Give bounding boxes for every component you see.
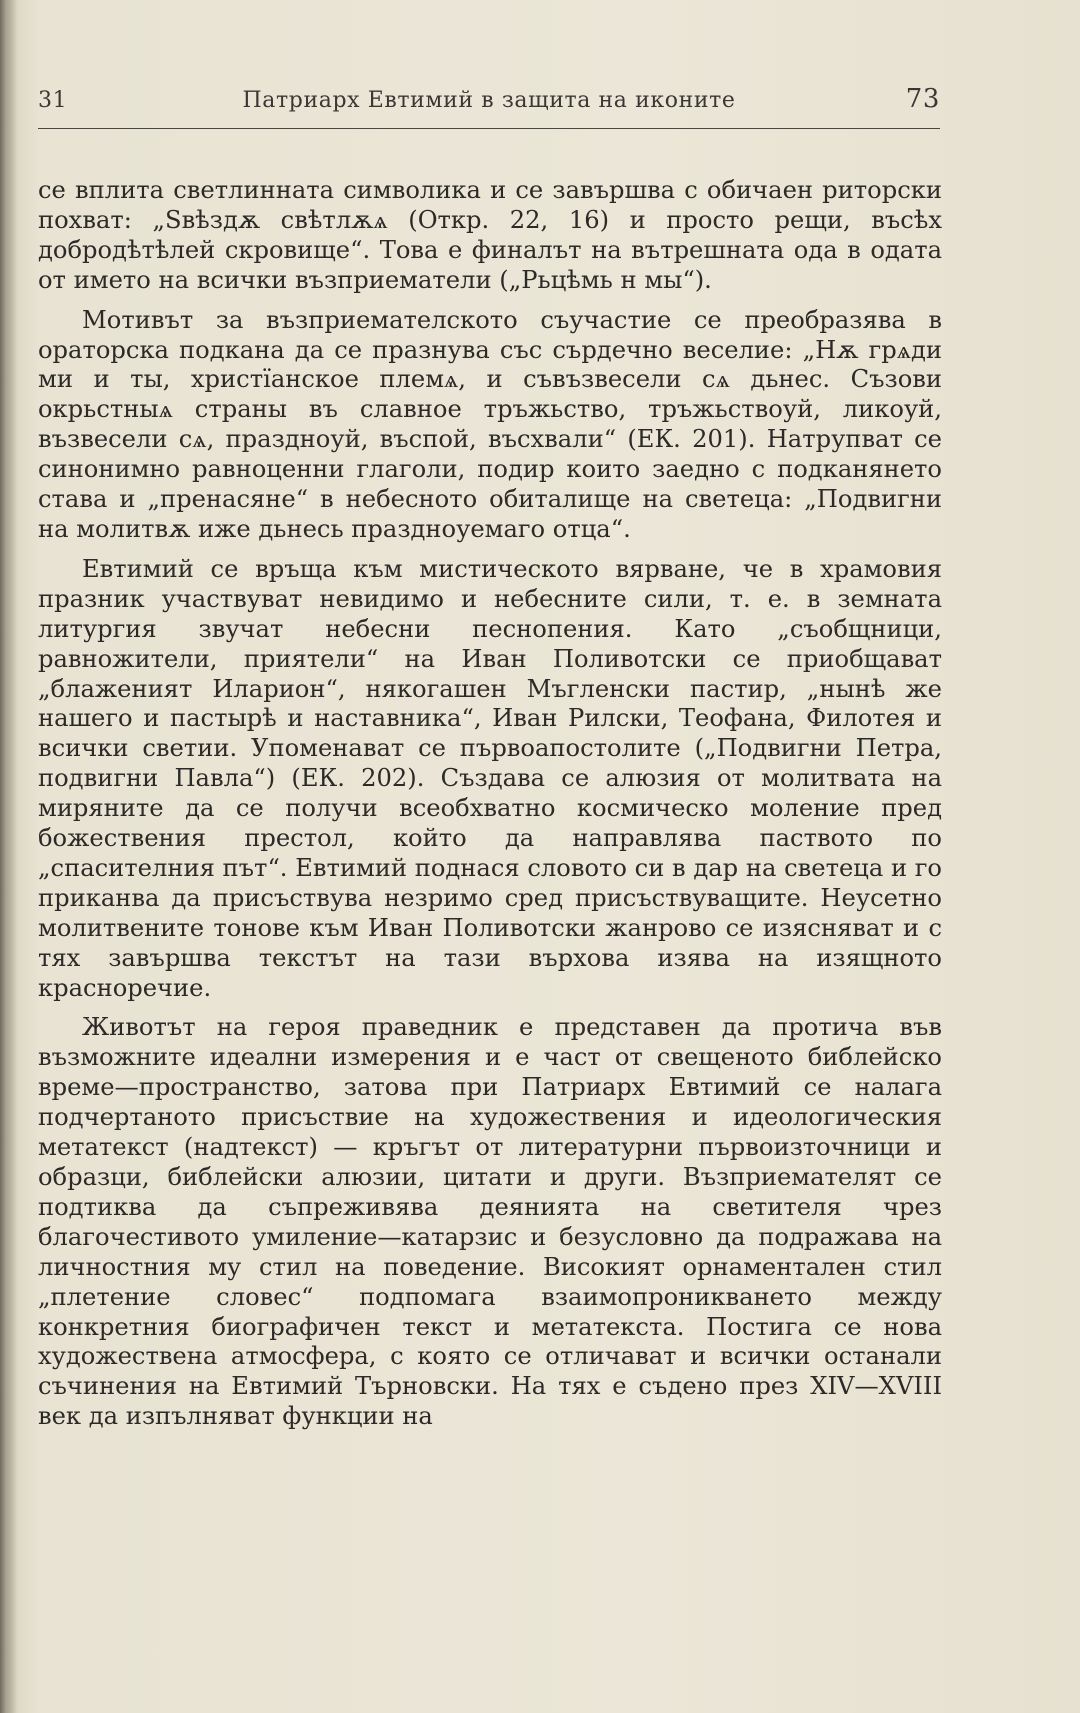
page-number: 73 — [905, 84, 940, 114]
running-header — [38, 86, 940, 120]
binding-shadow — [0, 0, 18, 1713]
paragraph-continuation: се вплита светлинната символика и се завършва с обичаен риторски похват: „Ѕвѣздѫ свѣтлѫѧ (Откр. 22, 16) и просто рещи, въсѣх добродѣтѣлей скровище“. Това е финалът на вътрешната ода в одата от името на всички възприематели („Рьцѣмь н мы“). — [38, 176, 942, 294]
paragraph: Мотивът за възприемателското съучастие се преобразява в ораторска подкана да се празнува със сърдечно веселие: „Нѫ грѧди ми и ты, христїанское племѧ, и съвъзвесели сѧ дьнес. Съзови окрьстныѧ страны въ славное тръжьство, тръжьствоуй, ликоуй, възвесели сѧ, празднoуй, въспой, въсхвали“ (ЕК. 201). Натрупват се синонимно равноценни глаголи, подир които заедно с подканянето става и „пренасяне“ в небесното обиталище на светеца: „Подвигни на молитвѫ иже дьнесь праздноуемаго отца“. — [38, 305, 942, 543]
body-text — [38, 176, 942, 1432]
running-title: Патриарх Евтимий в защита на иконите — [242, 88, 736, 113]
paragraph: Евтимий се връща към мистическото вярване, че в храмовия празник участвуват невидимо и небесните сили, т. е. в земната литургия звучат небесни песнопения. Като „съобщници, равножители, приятели“ на Иван Поливотски се приобщават „блаженият Иларион“, някогашен Мъгленски пастир, „нынѣ же нашего и пастырѣ и наставника“, Иван Рилски, Теофана, Филотея и всички светии. Упоменават се първоапостолите („Подвигни Петра, подвигни Павла“) (ЕК. 202). Създава се алюзия от молитвата на миряните да се получи всеобхватно космическо моление пред божествения престол, който да направлява паството по „спасителния път“. Евтимий поднася словото си в дар на светеца и го приканва да присъствува незримо сред присъствуващите. Неусетно молитвените тонове към Иван Поливотски жанрово се изясняват и с тях завършва текстът на тази върхова изява на изящното красноречие. — [38, 554, 942, 1002]
header-rule — [38, 128, 940, 129]
paragraph: Животът на героя праведник е представен да протича във възможните идеални измерения и е част от свещеното библейско време—пространство, затова при Патриарх Евтимий се налага подчертаното присъствие на художествения и идеологическия метатекст (надтекст) — кръгът от литературни първоизточници и образци, библейски алюзии, цитати и други. Възприемателят се подтиква да съпреживява деянията на светителя чрез благочестивото умиление—катарзис и безусловно да подражава на личностния му стил на поведение. Високият орнаментален стил „плетение словес“ подпомага взаимопроникването между конкретния биографичен текст и метатекста. Постига се нова художествена атмосфера, с която се отличават и всички останали съчинения на Евтимий Търновски. На тях е съдено през XIV—XVIII век да изпълняват функции на — [38, 1013, 942, 1431]
header-left-number: 31 — [38, 88, 68, 113]
